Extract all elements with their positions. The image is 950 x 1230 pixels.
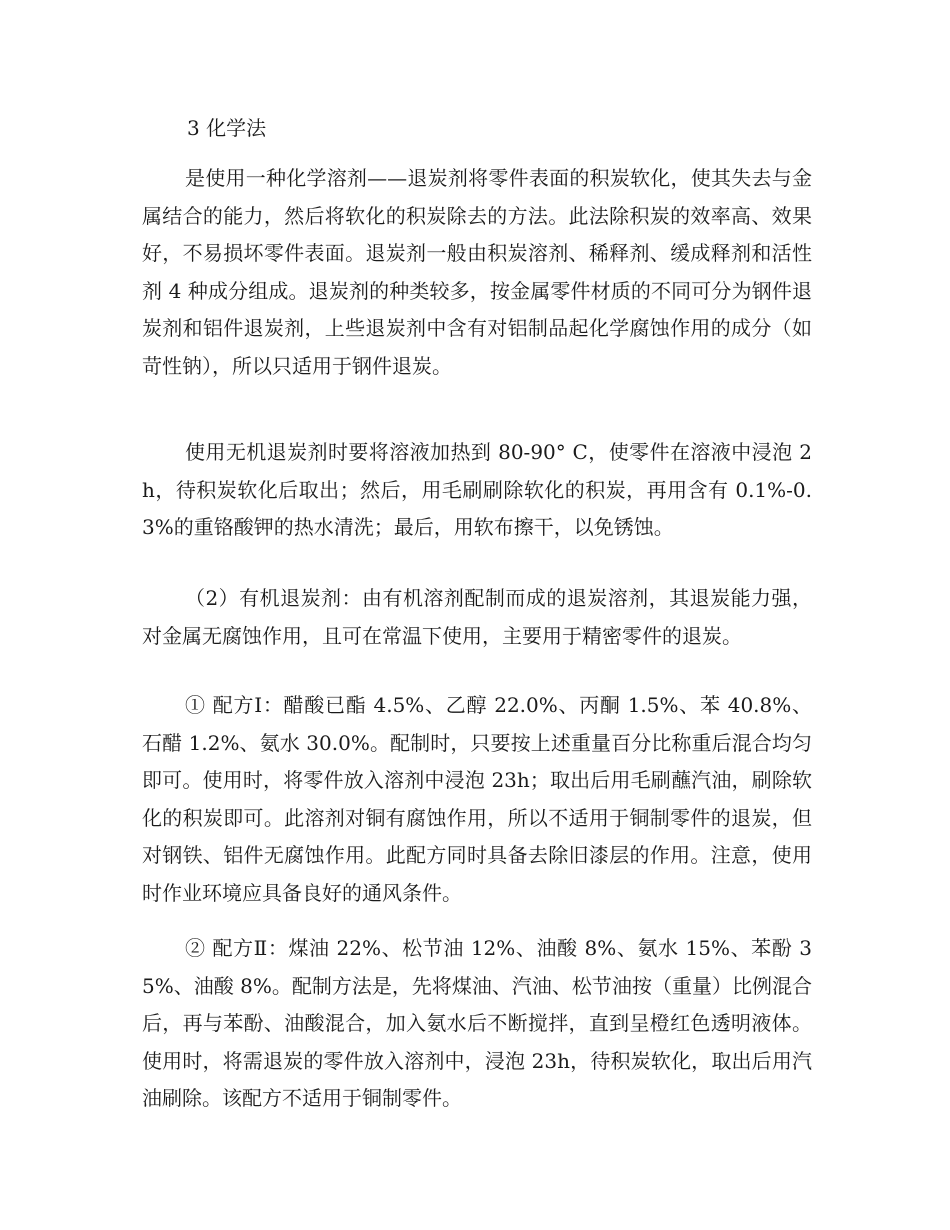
section-heading: 3 化学法 xyxy=(187,116,267,140)
paragraph-organic-remover: （2）有机退炭剂：由有机溶剂配制而成的退炭溶剂，其退炭能力强，对金属无腐蚀作用，且可在常温下使用，主要用于精密零件的退炭。 xyxy=(142,586,812,648)
paragraph-formula-1: ① 配方Ⅰ：醋酸已酯 4.5%、乙醇 22.0%、丙酮 1.5%、苯 40.8%、石醋 1.2%、氨水 30.0%。配制时，只要按上述重量百分比称重后混合均匀即可。使用时，将零件放入溶剂中浸泡 23h；取出后用毛刷蘸汽油，刷除软化的积炭即可。此溶剂对铜有腐蚀作用，所以不适用于铜制零件的退炭，但对钢铁、铝件无腐蚀作用。此配方同时具备去除旧漆层的作用。注意，使用时作业环境应具备良好的通风条件。 xyxy=(142,693,812,905)
paragraph-inorganic-remover: 使用无机退炭剂时要将溶液加热到 80-90° C，使零件在溶液中浸泡 2h，待积炭软化后取出；然后，用毛刷刷除软化的积炭，再用含有 0.1%-0.3%的重铬酸钾的热水清洗；最后，用软布擦干，以免锈蚀。 xyxy=(142,440,812,539)
paragraph-chemical-method: 是使用一种化学溶剂——退炭剂将零件表面的积炭软化，使其失去与金属结合的能力，然后将软化的积炭除去的方法。此法除积炭的效率高、效果好，不易损坏零件表面。退炭剂一般由积炭溶剂、稀释剂、缓成释剂和活性剂 4 种成分组成。退炭剂的种类较多，按金属零件材质的不同可分为钢件退炭剂和铝件退炭剂，上些退炭剂中含有对铝制品起化学腐蚀作用的成分（如苛性钠），所以只适用于钢件退炭。 xyxy=(142,166,812,378)
paragraph-formula-2: ② 配方Ⅱ：煤油 22%、松节油 12%、油酸 8%、氨水 15%、苯酚 35%、油酸 8%。配制方法是，先将煤油、汽油、松节油按（重量）比例混合后，再与苯酚、油酸混合，加入氨水后不断搅拌，直到呈橙红色透明液体。使用时，将需退炭的零件放入溶剂中，浸泡 23h，待积炭软化，取出后用汽油刷除。该配方不适用于铜制零件。 xyxy=(142,936,812,1110)
